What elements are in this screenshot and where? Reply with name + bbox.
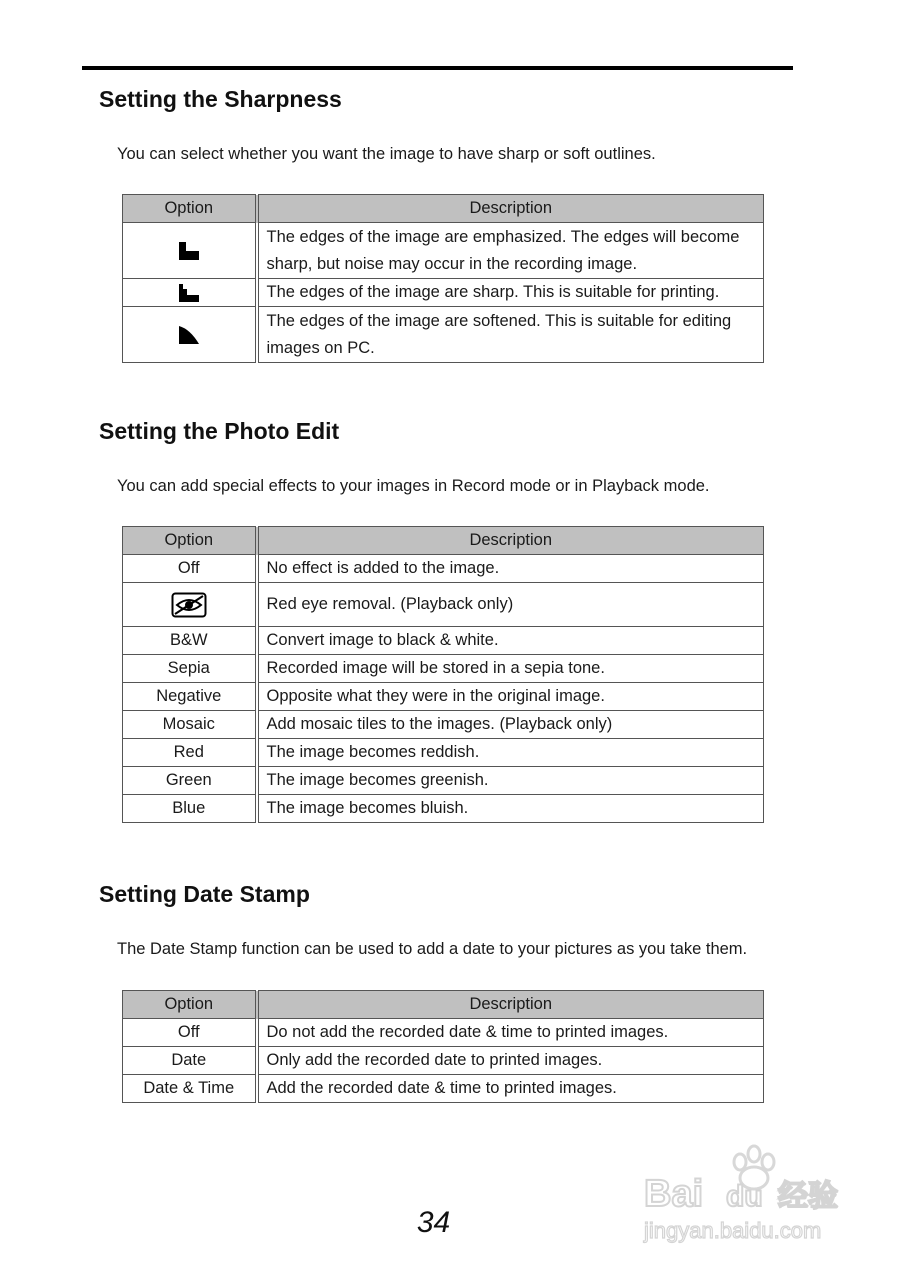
date-stamp-table [122, 990, 764, 1103]
header-option: Option [123, 195, 257, 223]
option-cell: Date & Time [123, 1075, 257, 1103]
table-row [123, 1047, 764, 1075]
option-cell [123, 279, 257, 307]
description-cell: Do not add the recorded date & time to printed images. [257, 1019, 764, 1047]
header-description: Description [257, 991, 764, 1019]
option-cell: Sepia [123, 655, 257, 683]
table-header-row [123, 527, 764, 555]
table-row [123, 739, 764, 767]
table-row [123, 711, 764, 739]
page-number: 34 [416, 1206, 451, 1239]
sharpness-hard-icon [178, 241, 200, 261]
option-cell: Off [123, 1019, 257, 1047]
section-title: Setting Date Stamp [99, 881, 310, 907]
sharpness-table [122, 194, 764, 363]
table-row [123, 307, 764, 363]
sharpness-normal-icon [178, 283, 200, 303]
description-cell: The edges of the image are sharp. This is suitable for printing. [257, 279, 764, 307]
table-row [123, 683, 764, 711]
table-row [123, 555, 764, 583]
option-cell [123, 223, 257, 279]
description-cell: Recorded image will be stored in a sepia tone. [257, 655, 764, 683]
section-title: Setting the Sharpness [99, 86, 342, 112]
table-row [123, 655, 764, 683]
description-cell: The image becomes bluish. [257, 795, 764, 823]
option-cell: Blue [123, 795, 257, 823]
option-cell: Negative [123, 683, 257, 711]
description-cell: Add mosaic tiles to the images. (Playback only) [257, 711, 764, 739]
svg-text:经验: 经验 [778, 1179, 838, 1214]
red-eye-removal-icon [171, 592, 207, 618]
table-row [123, 1019, 764, 1047]
option-cell [123, 583, 257, 627]
option-cell: Date [123, 1047, 257, 1075]
description-cell: The image becomes greenish. [257, 767, 764, 795]
table-row [123, 223, 764, 279]
table-row [123, 795, 764, 823]
section-intro: The Date Stamp function can be used to add a date to your pictures as you take them. [117, 940, 748, 958]
description-cell: Red eye removal. (Playback only) [257, 583, 764, 627]
photo-edit-table [122, 526, 764, 823]
svg-text:du: du [726, 1180, 763, 1213]
description-cell: The edges of the image are softened. This is suitable for editing images on PC. [257, 307, 764, 363]
option-cell: B&W [123, 627, 257, 655]
description-cell: Opposite what they were in the original image. [257, 683, 764, 711]
description-cell: Only add the recorded date to printed images. [257, 1047, 764, 1075]
top-rule [82, 66, 793, 70]
table-row [123, 767, 764, 795]
table-header-row [123, 195, 764, 223]
description-cell: Add the recorded date & time to printed images. [257, 1075, 764, 1103]
table-row [123, 1075, 764, 1103]
table-row [123, 279, 764, 307]
svg-text:Bai: Bai [644, 1173, 704, 1215]
header-description: Description [257, 527, 764, 555]
option-cell: Mosaic [123, 711, 257, 739]
section-intro: You can add special effects to your images in Record mode or in Playback mode. [117, 477, 710, 495]
table-row [123, 583, 764, 627]
description-cell: No effect is added to the image. [257, 555, 764, 583]
table-row [123, 627, 764, 655]
option-cell [123, 307, 257, 363]
sharpness-soft-icon [178, 325, 200, 345]
header-option: Option [123, 991, 257, 1019]
section-intro: You can select whether you want the image to have sharp or soft outlines. [117, 145, 656, 163]
description-cell: The image becomes reddish. [257, 739, 764, 767]
description-cell: The edges of the image are emphasized. The edges will become sharp, but noise may occur in the recording image. [257, 223, 764, 279]
baidu-watermark-logo [640, 1140, 855, 1245]
option-cell: Off [123, 555, 257, 583]
table-header-row [123, 991, 764, 1019]
header-option: Option [123, 527, 257, 555]
svg-text:jingyan.baidu.com: jingyan.baidu.com [644, 1218, 822, 1243]
option-cell: Red [123, 739, 257, 767]
option-cell: Green [123, 767, 257, 795]
header-description: Description [257, 195, 764, 223]
section-title: Setting the Photo Edit [99, 418, 340, 444]
description-cell: Convert image to black & white. [257, 627, 764, 655]
